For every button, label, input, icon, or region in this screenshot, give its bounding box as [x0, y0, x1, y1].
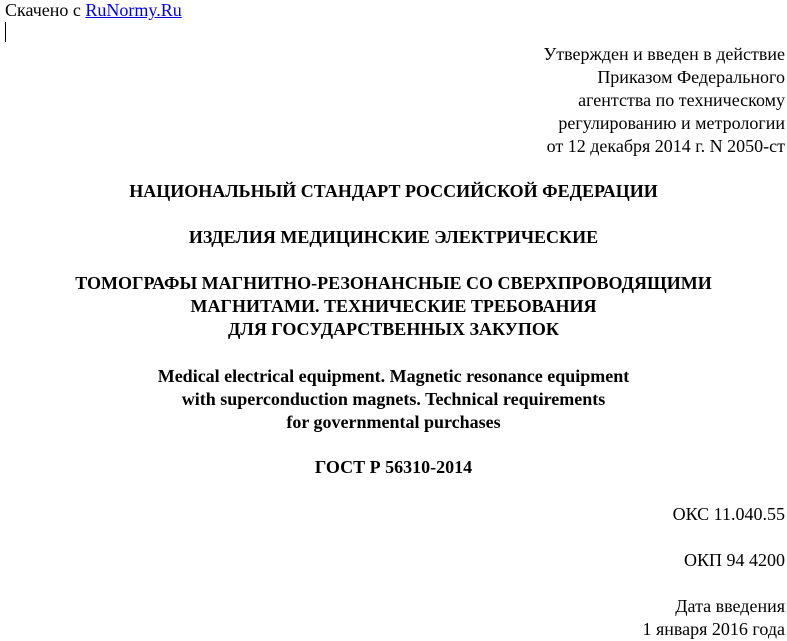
standard-category — [0, 226, 787, 249]
introduction-label: Дата введения — [675, 596, 785, 616]
standard-code-text: ГОСТ Р 56310-2014 — [314, 457, 473, 477]
source-line — [5, 0, 182, 20]
title-ru-line: ДЛЯ ГОСУДАРСТВЕННЫХ ЗАКУПОК — [228, 319, 559, 339]
title-en-line: for governmental purchases — [286, 412, 501, 432]
title-en-line: Medical electrical equipment. Magnetic resonance equipment — [157, 366, 630, 386]
standard-heading — [0, 180, 787, 203]
okp-code: ОКП 94 4200 — [683, 550, 785, 570]
text-cursor — [5, 22, 6, 42]
title-ru-line: ТОМОГРАФЫ МАГНИТНО-РЕЗОНАНСНЫЕ СО СВЕРХПРОВОДЯЩИМИ — [75, 273, 712, 293]
standard-heading-text: НАЦИОНАЛЬНЫЙ СТАНДАРТ РОССИЙСКОЙ ФЕДЕРАЦИИ — [129, 181, 658, 201]
source-prefix: Скачено с — [5, 0, 81, 20]
standard-title-ru — [0, 272, 787, 341]
title-ru-line: МАГНИТАМИ. ТЕХНИЧЕСКИЕ ТРЕБОВАНИЯ — [190, 296, 597, 316]
source-link[interactable]: RuNormy.Ru — [85, 0, 182, 20]
standard-category-text: ИЗДЕЛИЯ МЕДИЦИНСКИЕ ЭЛЕКТРИЧЕСКИЕ — [188, 227, 599, 247]
approval-line: агентства по техническому — [578, 90, 785, 110]
approval-line: Приказом Федерального — [597, 67, 785, 87]
introduction-date: 1 января 2016 года — [642, 619, 785, 639]
title-en-line: with superconduction magnets. Technical requirements — [181, 389, 606, 409]
approval-block — [285, 43, 785, 158]
approval-line: регулированию и метрологии — [558, 113, 785, 133]
oks-code: ОКС 11.040.55 — [672, 504, 785, 524]
approval-line: от 12 декабря 2014 г. N 2050-ст — [546, 136, 785, 156]
approval-line: Утвержден и введен в действие — [543, 44, 785, 64]
standard-title-en — [0, 365, 787, 434]
standard-code — [0, 456, 787, 479]
